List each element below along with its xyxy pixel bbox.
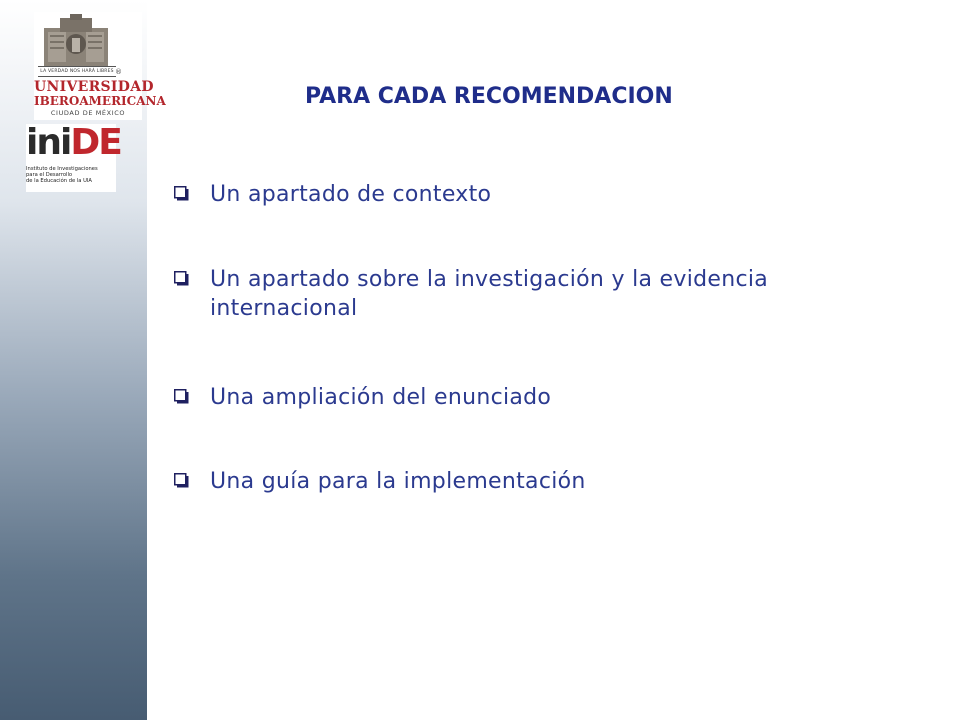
list-item bbox=[174, 265, 874, 323]
list-item-text: Un apartado sobre la investigación y la evidencia internacional bbox=[210, 267, 769, 321]
logo-text-universidad: UNIVERSIDAD bbox=[34, 79, 154, 95]
inide-word-dark: ini bbox=[26, 122, 71, 163]
universidad-iberoamericana-logo bbox=[34, 12, 166, 120]
inide-word-red: DE bbox=[70, 122, 121, 163]
checkbox-bullet-icon bbox=[174, 186, 189, 201]
inide-description: Instituto de Investigaciones para el Desarrollo de la Educación de la UIA bbox=[26, 166, 98, 184]
slide-title: PARA CADA RECOMENDACION bbox=[305, 84, 673, 109]
inide-wordmark bbox=[26, 122, 121, 163]
registered-mark: ® bbox=[115, 68, 122, 76]
list-item bbox=[174, 383, 874, 412]
inide-logo bbox=[26, 122, 121, 192]
checkbox-bullet-icon bbox=[174, 389, 189, 404]
motto-banner: LA VERDAD NOS HARÁ LIBRES bbox=[38, 66, 116, 77]
checkbox-bullet-icon bbox=[174, 271, 189, 286]
list-item-text: Una guía para la implementación bbox=[210, 469, 586, 494]
logo-text-iberoamericana: IBEROAMERICANA bbox=[34, 94, 166, 108]
list-item bbox=[174, 180, 874, 209]
list-item-text: Una ampliación del enunciado bbox=[210, 385, 552, 410]
list-item-text: Un apartado de contexto bbox=[210, 182, 492, 207]
logo-text-city: CIUDAD DE MÉXICO bbox=[50, 109, 126, 117]
list-item bbox=[174, 467, 874, 496]
crest-icon bbox=[40, 14, 112, 66]
checkbox-bullet-icon bbox=[174, 473, 189, 488]
